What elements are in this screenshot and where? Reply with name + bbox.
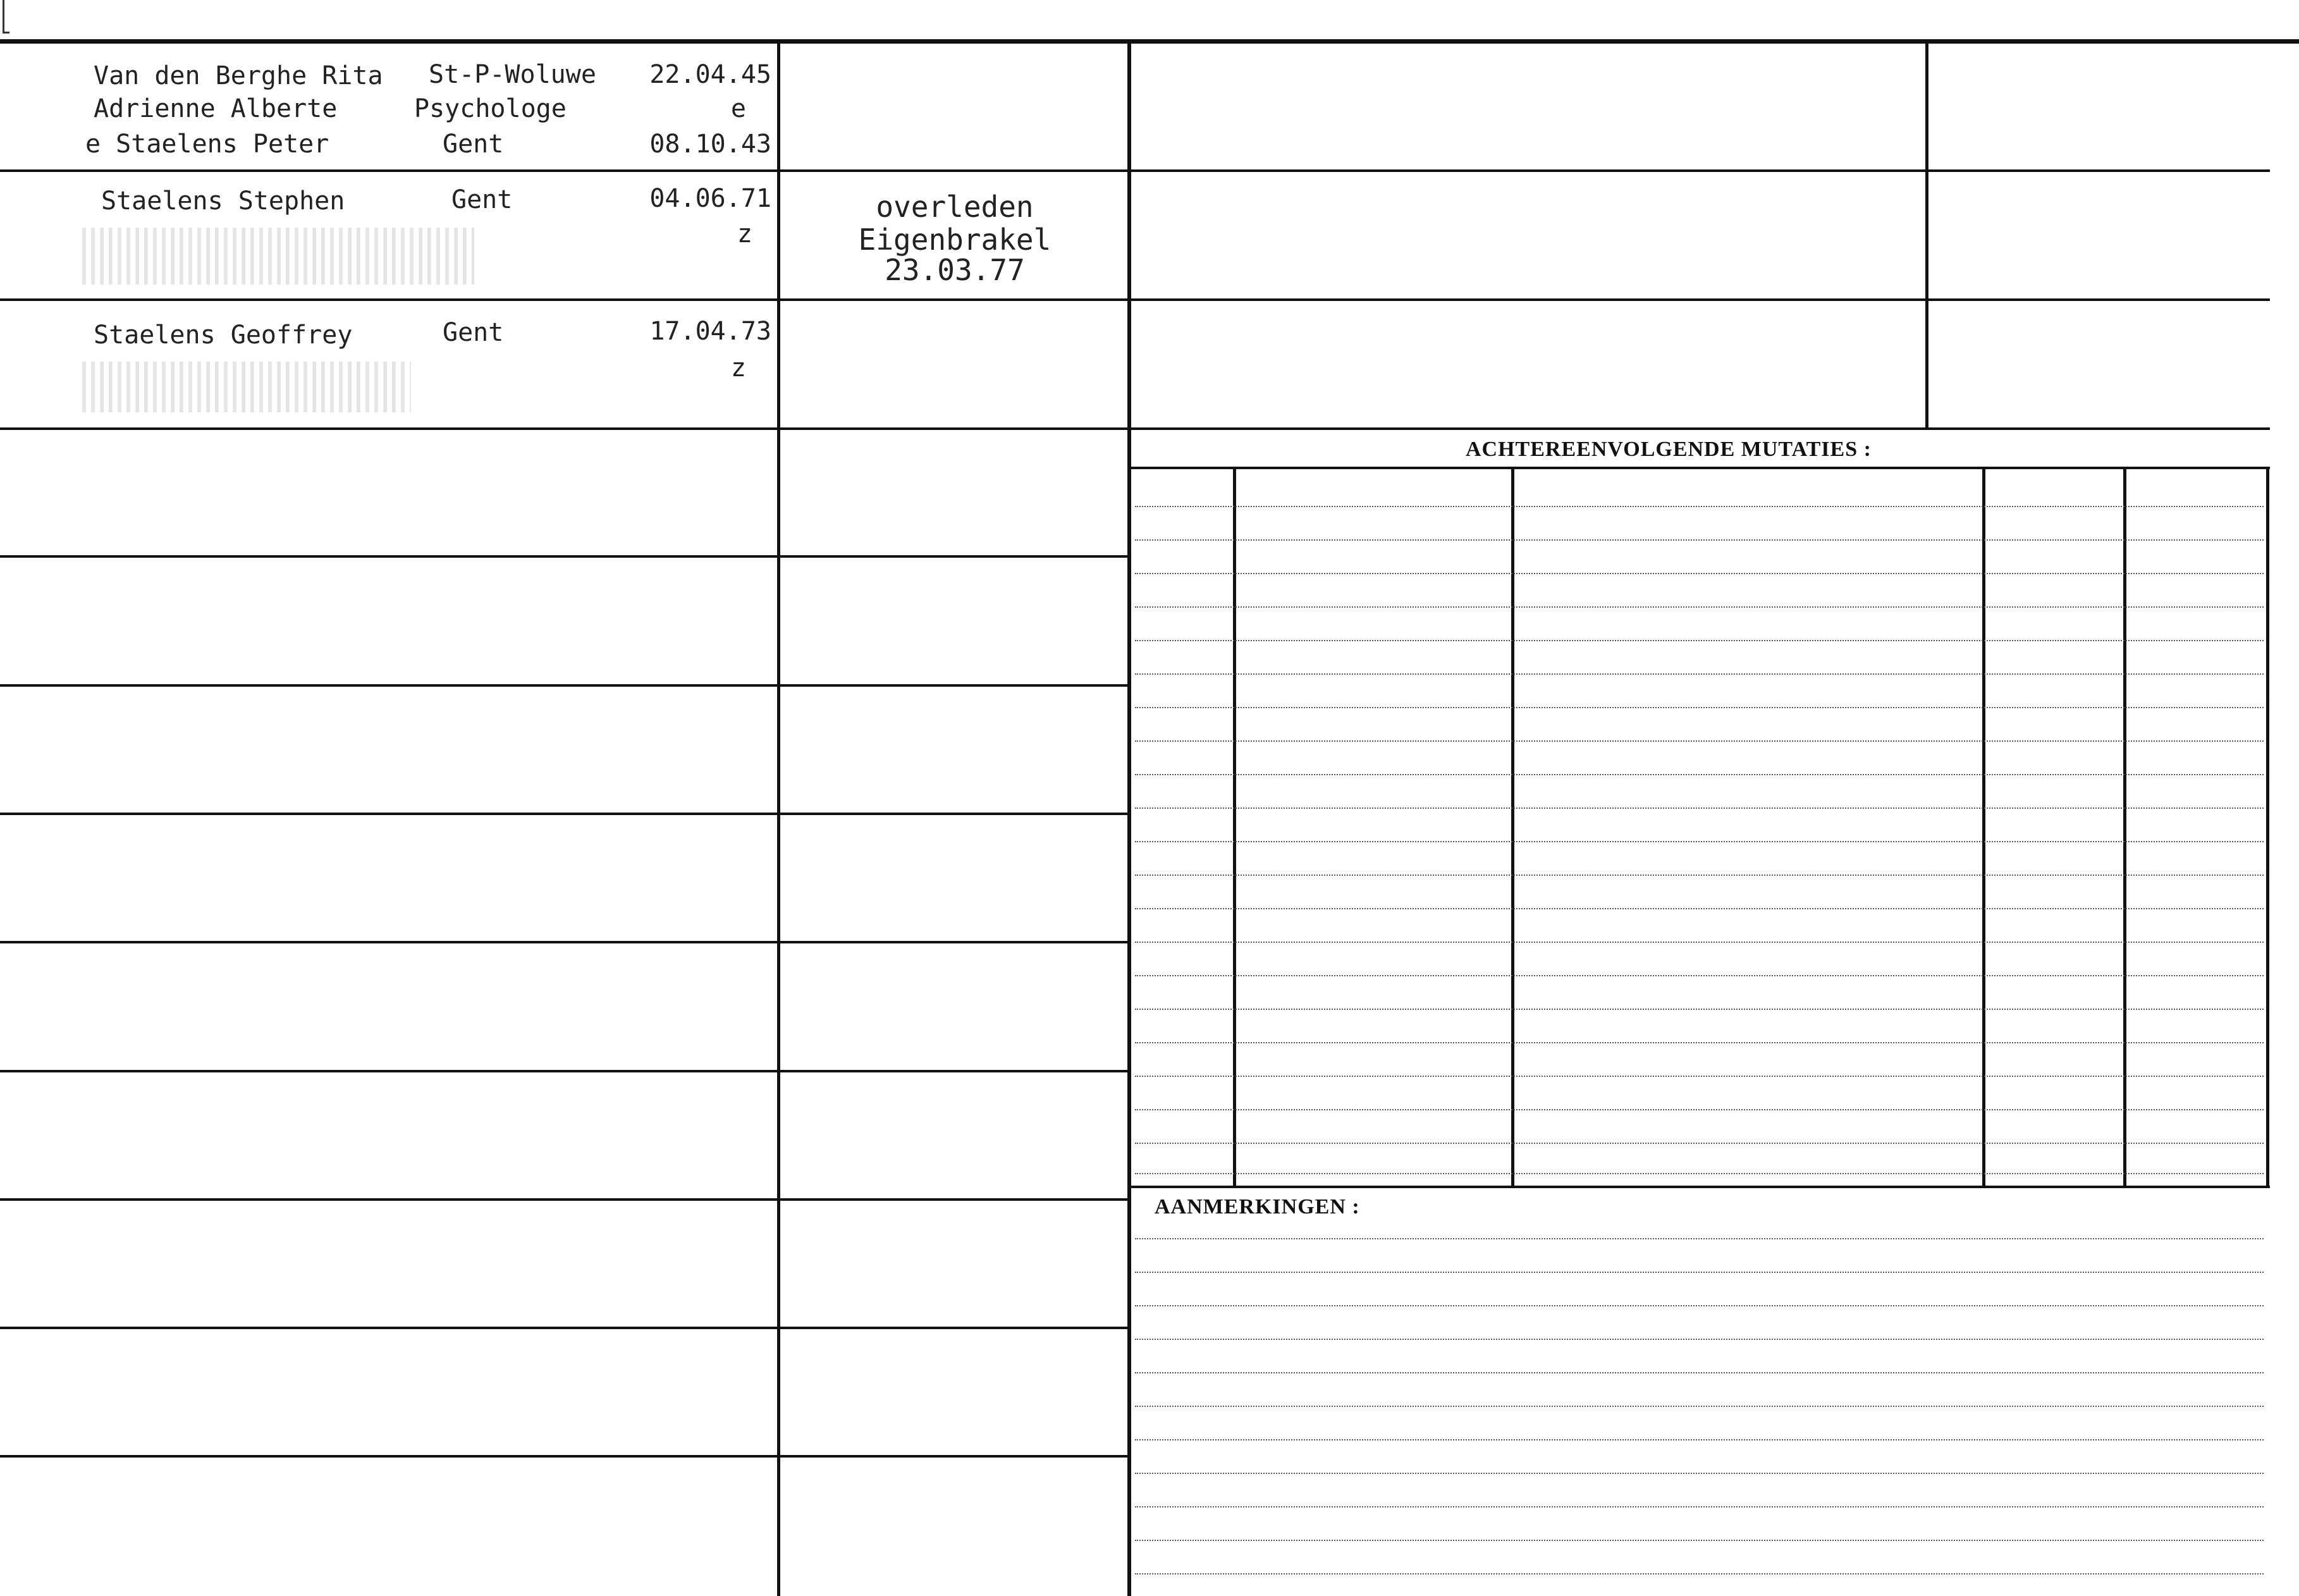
mutation-rule — [1135, 673, 2264, 675]
row-separator — [0, 1455, 1127, 1458]
date-marker: e — [730, 94, 746, 123]
mutations-title: ACHTEREENVOLGENDE MUTATIES : — [1466, 438, 1872, 461]
mutations-col-divider — [1233, 468, 1236, 1187]
mutation-rule — [1135, 1042, 2264, 1043]
date-text: 22.04.45 — [649, 60, 771, 89]
date-text: 04.06.71 — [649, 184, 771, 213]
mutations-right-border — [2266, 468, 2269, 1187]
date-marker: z — [737, 219, 752, 249]
row-separator — [0, 684, 1127, 687]
row-separator — [0, 298, 2270, 301]
mutation-rule — [1135, 707, 2264, 708]
mutation-rule — [1135, 908, 2264, 909]
place-text: Gent — [443, 130, 504, 159]
redaction-smudge — [82, 228, 474, 285]
column-divider-middle — [1127, 44, 1131, 1596]
person-name: e Staelens Peter — [85, 130, 329, 159]
person-name: Adrienne Alberte — [94, 94, 338, 123]
remarks-rule — [1135, 1473, 2264, 1474]
date-text: 08.10.43 — [649, 130, 771, 159]
mutation-rule — [1135, 606, 2264, 608]
place-text: Gent — [443, 318, 504, 347]
remarks-rule — [1135, 1406, 2264, 1407]
remarks-title: AANMERKINGEN : — [1155, 1195, 1360, 1218]
mutation-rule — [1135, 774, 2264, 775]
mutation-rule — [1135, 740, 2264, 742]
person-name: Staelens Stephen — [101, 187, 345, 216]
remarks-rule — [1135, 1506, 2264, 1507]
column-divider-right-top — [1925, 44, 1928, 427]
death-note: Eigenbrakel — [858, 223, 1051, 257]
mutations-col-divider — [2123, 468, 2126, 1187]
person-name: Staelens Geoffrey — [94, 321, 353, 350]
mutation-rule — [1135, 1009, 2264, 1010]
date-marker: z — [730, 353, 746, 383]
occupation-text: Psychologe — [414, 94, 567, 123]
mutations-bottom-border — [1131, 1186, 2270, 1188]
mutations-col-divider — [1511, 468, 1514, 1187]
row-separator — [0, 1070, 1127, 1072]
remarks-rule — [1135, 1305, 2264, 1306]
mutations-header-border — [1131, 467, 2270, 469]
mutation-rule — [1135, 640, 2264, 641]
remarks-rule — [1135, 1540, 2264, 1541]
remarks-rule — [1135, 1372, 2264, 1373]
mutation-rule — [1135, 573, 2264, 574]
row-separator — [0, 1327, 1127, 1329]
row-separator — [0, 813, 1127, 815]
mutation-rule — [1135, 807, 2264, 809]
mutation-rule — [1135, 1173, 2264, 1174]
row-separator — [0, 1198, 1127, 1201]
column-divider-left — [777, 44, 780, 1596]
mutation-rule — [1135, 1109, 2264, 1110]
mutation-rule — [1135, 975, 2264, 976]
mutation-rule — [1135, 1143, 2264, 1144]
person-name: Van den Berghe Rita — [94, 61, 383, 90]
remarks-rule — [1135, 1573, 2264, 1575]
remarks-rule — [1135, 1339, 2264, 1340]
remarks-rule — [1135, 1272, 2264, 1273]
row-separator — [0, 941, 1127, 943]
redaction-smudge — [82, 362, 411, 412]
mutation-rule — [1135, 841, 2264, 842]
mutation-rule — [1135, 1076, 2264, 1077]
remarks-rule — [1135, 1439, 2264, 1440]
row-separator — [0, 555, 1127, 558]
place-text: St-P-Woluwe — [429, 60, 596, 89]
remarks-rule — [1135, 1238, 2264, 1239]
corner-mark — [3, 0, 9, 34]
death-note: 23.03.77 — [885, 253, 1025, 287]
place-text: Gent — [451, 185, 513, 214]
row-separator — [0, 427, 2270, 430]
mutations-col-divider — [1982, 468, 1985, 1187]
mutation-rule — [1135, 506, 2264, 507]
mutation-rule — [1135, 539, 2264, 541]
mutation-rule — [1135, 942, 2264, 943]
date-text: 17.04.73 — [649, 317, 771, 346]
death-note: overleden — [876, 190, 1034, 224]
row-separator — [0, 169, 2270, 172]
top-strip — [0, 0, 2299, 44]
mutation-rule — [1135, 875, 2264, 876]
